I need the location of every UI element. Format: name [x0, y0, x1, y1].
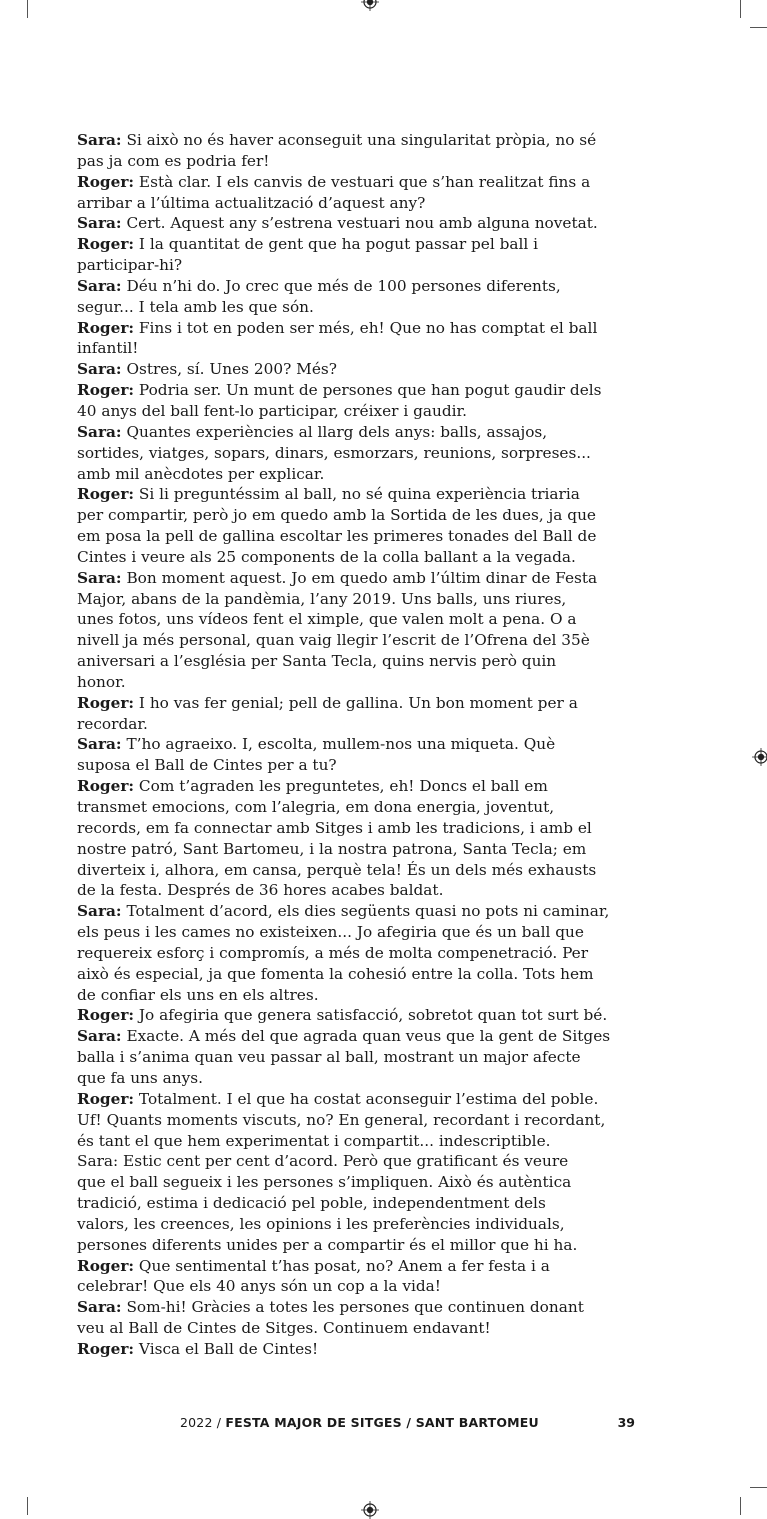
line-text: pas ja com es podria fer! [77, 151, 270, 170]
registration-mark-right-icon [752, 748, 767, 766]
speaker-label: Roger: [77, 381, 135, 400]
text-line [77, 1276, 643, 1297]
text-line [77, 130, 643, 151]
line-text: Déu n’hi do. Jo crec que més de 100 persones diferents, [121, 276, 561, 295]
text-line [77, 943, 643, 964]
text-line [77, 818, 643, 839]
footer-title [180, 1415, 539, 1430]
registration-mark-bottom-icon [361, 1501, 379, 1519]
text-line [77, 1047, 643, 1068]
speaker-label: Sara: [77, 422, 122, 441]
text-line [77, 1110, 643, 1131]
page-number: 39 [617, 1415, 635, 1430]
text-line [77, 776, 643, 797]
speaker-label: Sara: [77, 735, 122, 754]
line-text: I ho vas fer genial; pell de gallina. Un bon moment per a [134, 693, 578, 712]
text-line [77, 1026, 643, 1047]
line-text: Uf! Quants moments viscuts, no? En general, recordant i recordant, [77, 1110, 606, 1129]
text-line [77, 755, 643, 776]
text-line [77, 318, 643, 339]
line-text: persones diferents unides per a compartir és el millor que hi ha. [77, 1235, 578, 1254]
text-line [77, 985, 643, 1006]
speaker-label: Roger: [77, 318, 135, 337]
line-text: recordar. [77, 714, 148, 733]
text-line [77, 901, 643, 922]
line-text: unes fotos, uns vídeos fent el ximple, que valen molt a pena. O a [77, 610, 577, 629]
text-line [77, 1214, 643, 1235]
line-text: Quantes experiències al llarg dels anys: balls, assajos, [121, 422, 548, 441]
line-text: Fins i tot en poden ser més, eh! Que no has comptat el ball [134, 318, 598, 337]
line-text: 40 anys del ball fent-lo participar, créixer i gaudir. [77, 401, 468, 420]
line-text: honor. [77, 672, 126, 691]
text-line [77, 797, 643, 818]
line-text: participar-hi? [77, 256, 183, 275]
text-line [77, 1297, 643, 1318]
line-text: nostre patró, Sant Bartomeu, i la nostra patrona, Santa Tecla; em [77, 839, 587, 858]
text-line [77, 714, 643, 735]
text-line [77, 213, 643, 234]
text-line [77, 630, 643, 651]
speaker-label: Sara: [77, 131, 122, 149]
line-text: és tant el que hem experimentat i compartit... indescriptible. [77, 1131, 551, 1150]
text-line [77, 1193, 643, 1214]
speaker-label: Roger: [77, 172, 135, 191]
line-text: per compartir, però jo em quedo amb la Sortida de les dues, ja que [77, 506, 596, 525]
line-text: Bon moment aquest. Jo em quedo amb l’últim dinar de Festa [121, 568, 598, 587]
text-line [77, 443, 643, 464]
text-line [77, 464, 643, 485]
line-text: Si li preguntéssim al ball, no sé quina experiència triaria [134, 485, 580, 504]
speaker-label: Sara: [77, 360, 122, 379]
text-line [77, 1339, 643, 1360]
text-line [77, 609, 643, 630]
speaker-label: Sara: [77, 276, 122, 295]
line-text: Ostres, sí. Unes 200? Més? [121, 360, 337, 379]
crop-mark-bottom-right-h [750, 1487, 767, 1488]
speaker-label: Sara: [77, 902, 122, 921]
line-text: Que sentimental t’has posat, no? Anem a fer festa i a [134, 1256, 550, 1275]
line-text: segur... I tela amb les que són. [77, 297, 314, 316]
text-line [77, 338, 643, 359]
speaker-label: Roger: [77, 1089, 135, 1108]
line-text: de confiar els uns en els altres. [77, 985, 319, 1004]
text-line [77, 547, 643, 568]
text-line [77, 297, 643, 318]
line-text: Exacte. A més del que agrada quan veus que la gent de Sitges [121, 1027, 611, 1046]
speaker-label: Roger: [77, 235, 135, 254]
registration-mark-top-icon [361, 0, 379, 11]
text-line [77, 505, 643, 526]
text-line [77, 526, 643, 547]
text-line [77, 255, 643, 276]
text-line [77, 964, 643, 985]
line-text: Major, abans de la pandèmia, l’any 2019. Uns balls, uns riures, [77, 589, 567, 608]
text-line [77, 922, 643, 943]
text-line [77, 1068, 643, 1089]
crop-mark-bottom-right [740, 1497, 741, 1515]
text-line [77, 359, 643, 380]
line-text: suposa el Ball de Cintes per a tu? [77, 756, 337, 775]
line-text: diverteix i, alhora, em cansa, perquè tela! És un dels més exhausts [77, 860, 597, 879]
text-line [77, 1318, 643, 1339]
text-line [77, 193, 643, 214]
line-text: I la quantitat de gent que ha pogut passar pel ball i [134, 235, 539, 254]
text-line [77, 422, 643, 443]
line-text: amb mil anècdotes per explicar. [77, 464, 325, 483]
text-line [77, 589, 643, 610]
line-text: Sara: Estic cent per cent d’acord. Però que gratificant és veure [77, 1152, 569, 1171]
text-line [77, 151, 643, 172]
footer-year: 2022 / [180, 1415, 226, 1430]
speaker-label: Sara: [77, 1027, 122, 1046]
page-footer [180, 1415, 635, 1435]
speaker-label: Roger: [77, 1339, 135, 1358]
line-text: em posa la pell de gallina escoltar les primeres tonades del Ball de [77, 527, 597, 546]
line-text: veu al Ball de Cintes de Sitges. Continuem endavant! [77, 1319, 491, 1338]
line-text: T’ho agraeixo. I, escolta, mullem-nos una miqueta. Què [121, 735, 556, 754]
text-line [77, 860, 643, 881]
text-line [77, 484, 643, 505]
line-text: transmet emocions, com l’alegria, em dona energia, joventut, [77, 798, 555, 816]
dialogue-text [77, 130, 643, 1360]
text-line [77, 693, 643, 714]
speaker-label: Sara: [77, 568, 122, 587]
line-text: requereix esforç i compromís, a més de molta compenetració. Per [77, 943, 589, 962]
text-line [77, 172, 643, 193]
text-line [77, 1172, 643, 1193]
speaker-label: Roger: [77, 777, 135, 796]
line-text: Cert. Aquest any s’estrena vestuari nou amb alguna novetat. [121, 214, 598, 233]
text-line [77, 880, 643, 901]
line-text: Visca el Ball de Cintes! [134, 1339, 319, 1358]
line-text: Com t’agraden les preguntetes, eh! Doncs el ball em [134, 777, 548, 796]
line-text: tradició, estima i dedicació pel poble, independentment dels [77, 1194, 546, 1213]
line-text: de la festa. Després de 36 hores acabes baldat. [77, 881, 444, 900]
speaker-label: Roger: [77, 693, 135, 712]
line-text: els peus i les cames no existeixen... Jo afegiria que és un ball que [77, 923, 584, 942]
crop-mark-top-left [27, 0, 28, 18]
speaker-label: Roger: [77, 1256, 135, 1275]
line-text: celebrar! Que els 40 anys són un cop a la vida! [77, 1277, 441, 1296]
line-text: això és especial, ja que fomenta la cohesió entre la colla. Tots hem [77, 964, 594, 983]
crop-mark-bottom-left [27, 1497, 28, 1515]
text-line [77, 1256, 643, 1277]
speaker-label: Sara: [77, 1298, 122, 1317]
text-line [77, 1005, 643, 1026]
text-line [77, 568, 643, 589]
text-line [77, 1235, 643, 1256]
line-text: que el ball segueix i les persones s’impliquen. Això és autèntica [77, 1173, 572, 1192]
text-line [77, 234, 643, 255]
line-text: nivell ja més personal, quan vaig llegir l’escrit de l’Ofrena del 35è [77, 631, 590, 650]
line-text: balla i s’anima quan veu passar al ball, mostrant un major afecte [77, 1048, 581, 1067]
text-line [77, 1131, 643, 1152]
line-text: Totalment d’acord, els dies següents quasi no pots ni caminar, [121, 902, 610, 921]
line-text: Està clar. I els canvis de vestuari que s’han realitzat fins a [134, 172, 591, 191]
footer-event: FESTA MAJOR DE SITGES / SANT BARTOMEU [225, 1415, 539, 1430]
line-text: Som-hi! Gràcies a totes les persones que continuen donant [121, 1298, 584, 1317]
speaker-label: Sara: [77, 214, 122, 233]
line-text: Jo afegiria que genera satisfacció, sobretot quan tot surt bé. [134, 1006, 608, 1025]
line-text: records, em fa connectar amb Sitges i amb les tradicions, i amb el [77, 818, 592, 837]
text-line [77, 839, 643, 860]
text-line [77, 401, 643, 422]
text-line [77, 276, 643, 297]
line-text: arribar a l’última actualització d’aquest any? [77, 193, 426, 212]
speaker-label: Roger: [77, 1006, 135, 1025]
crop-mark-top-right-h [750, 27, 767, 28]
line-text: infantil! [77, 339, 139, 358]
line-text: valors, les creences, les opinions i les preferències individuals, [77, 1214, 565, 1233]
line-text: que fa uns anys. [77, 1068, 203, 1087]
line-text: Totalment. I el que ha costat aconseguir l’estima del poble. [134, 1089, 599, 1108]
line-text: aniversari a l’església per Santa Tecla, quins nervis però quin [77, 652, 557, 671]
text-line [77, 672, 643, 693]
speaker-label: Roger: [77, 485, 135, 504]
line-text: sortides, viatges, sopars, dinars, esmorzars, reunions, sorpreses... [77, 443, 591, 462]
crop-mark-top-right [740, 0, 741, 18]
line-text: Podria ser. Un munt de persones que han pogut gaudir dels [134, 381, 602, 400]
line-text: Cintes i veure als 25 components de la colla ballant a la vegada. [77, 547, 576, 566]
text-line [77, 380, 643, 401]
line-text: Si això no és haver aconseguit una singularitat pròpia, no sé [121, 131, 597, 149]
text-line [77, 1151, 643, 1172]
text-line [77, 651, 643, 672]
text-line [77, 1089, 643, 1110]
text-line [77, 734, 643, 755]
